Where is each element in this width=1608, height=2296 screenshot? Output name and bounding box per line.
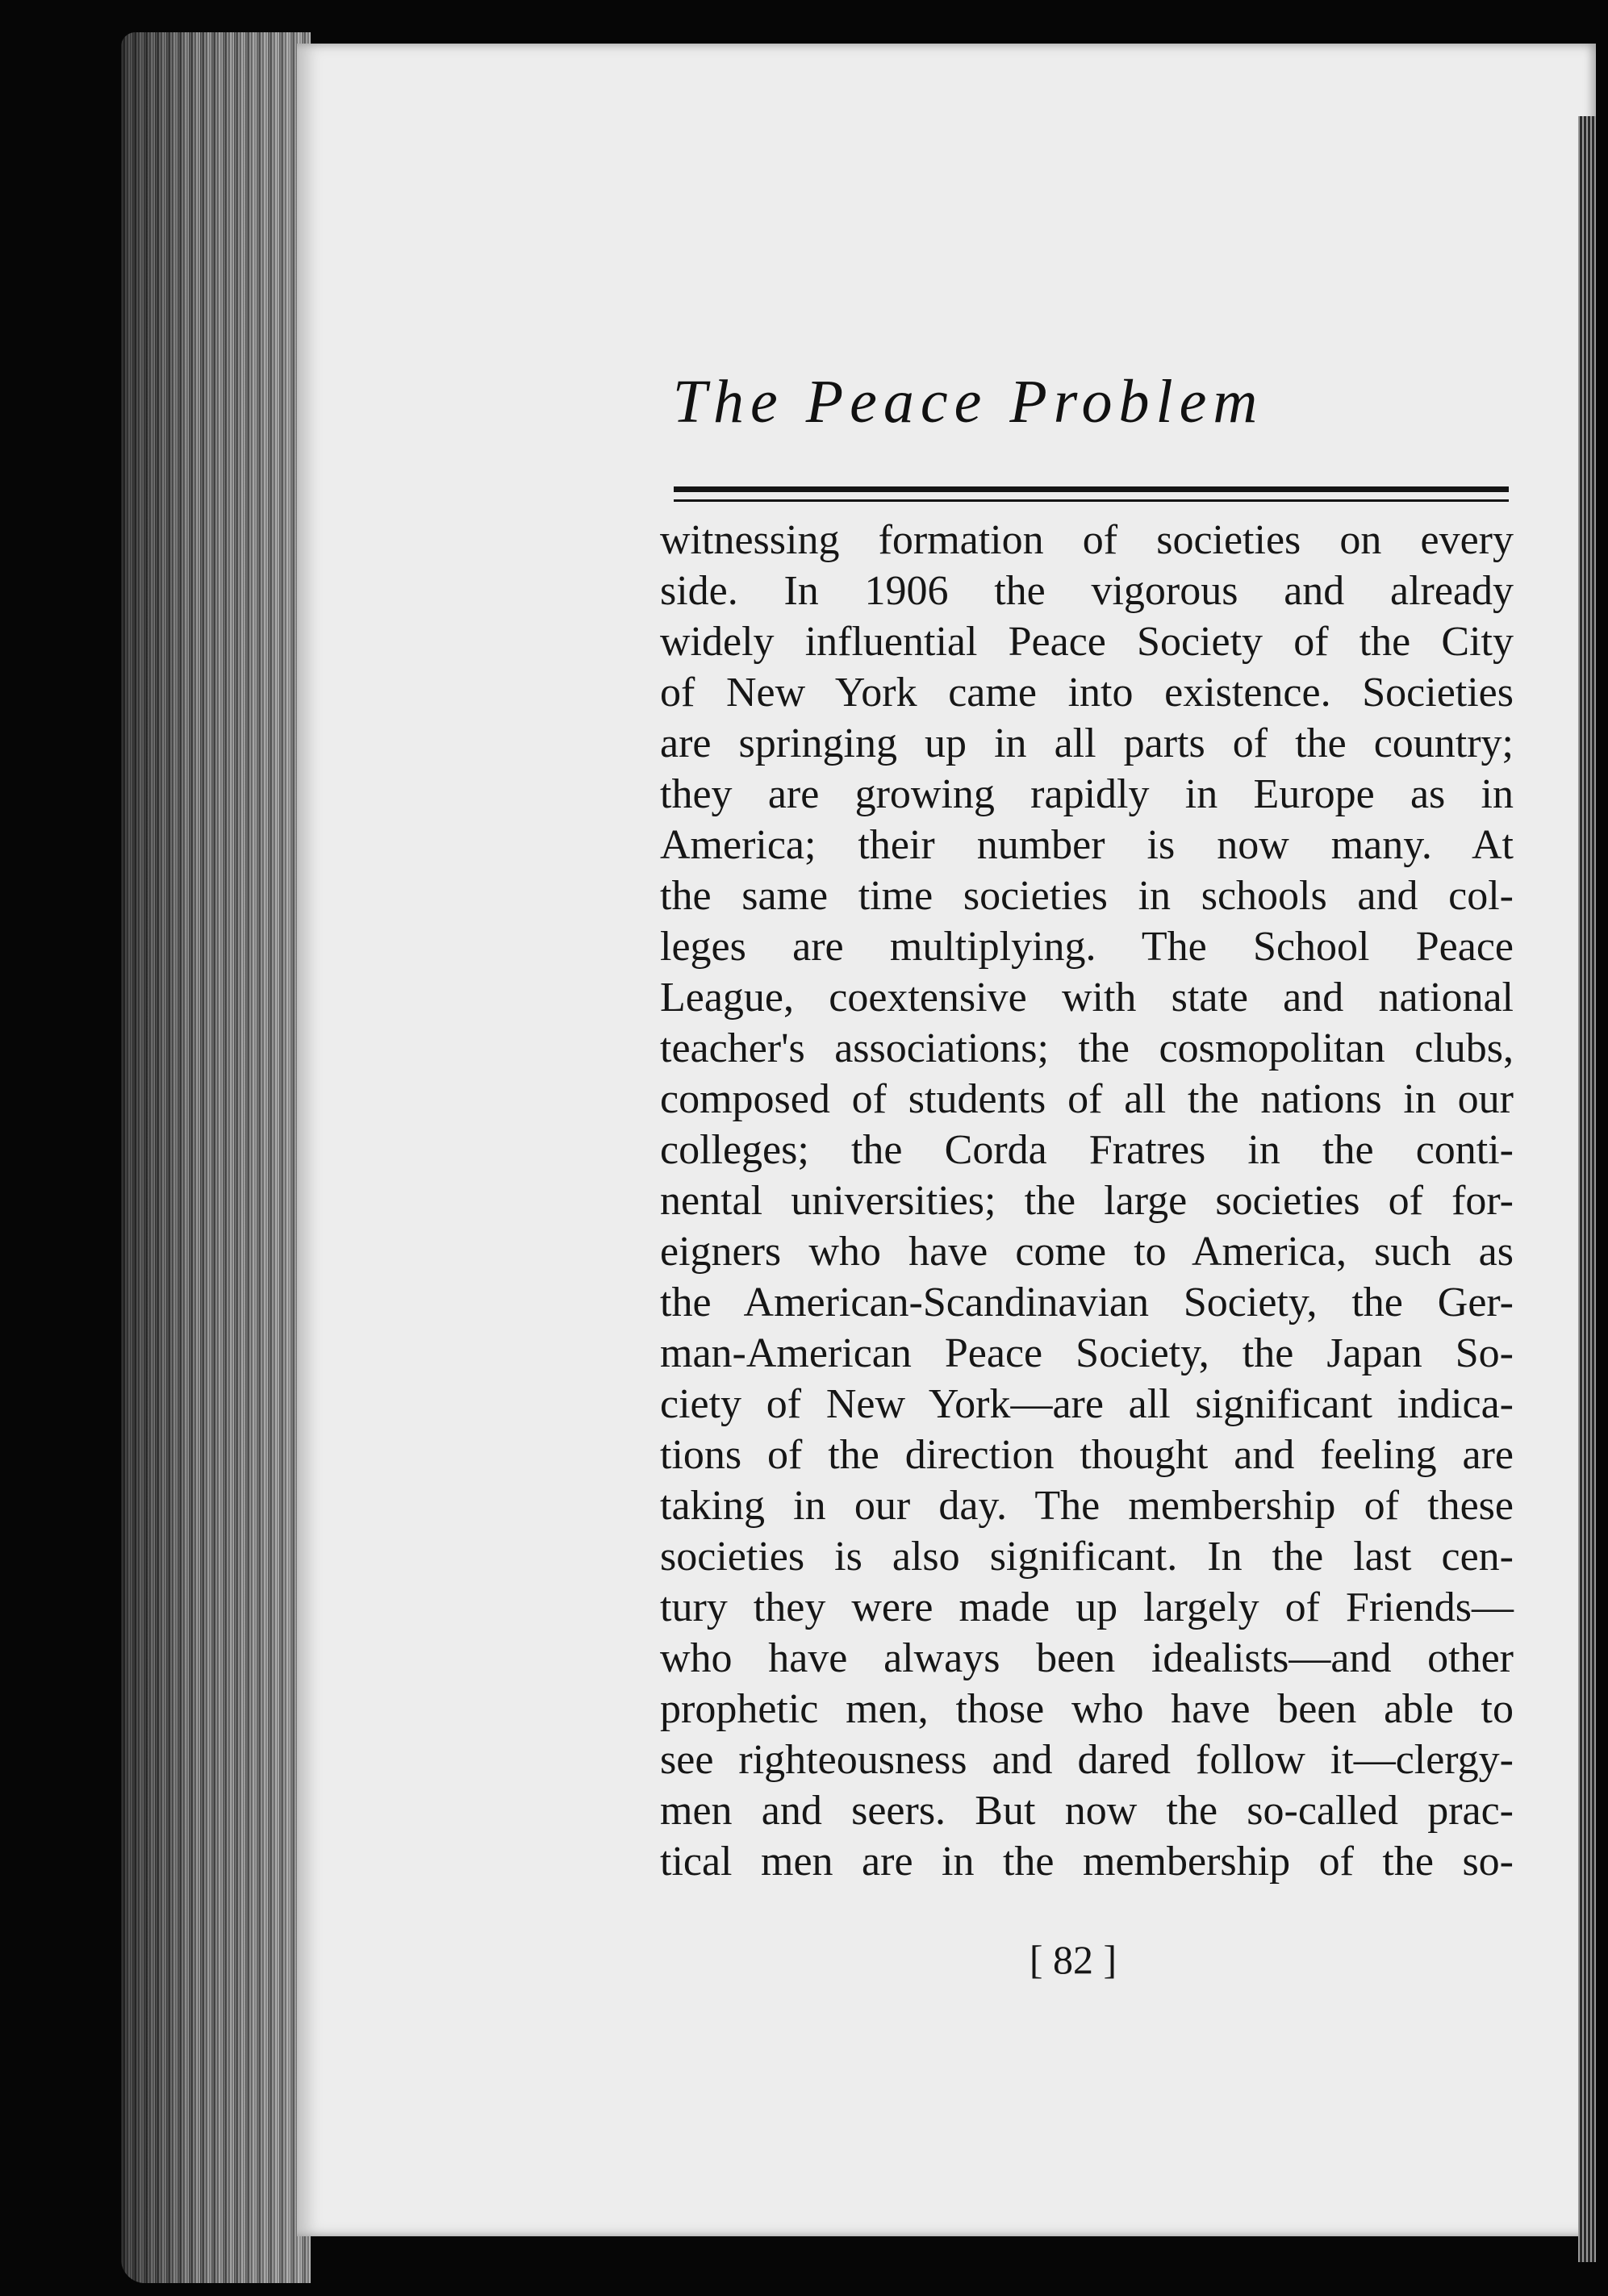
body-text xyxy=(660,515,1514,1887)
text-line: side. In 1906 the vigorous and already xyxy=(660,568,1514,614)
text-line: they are growing rapidly in Europe as in xyxy=(660,771,1514,817)
text-line: prophetic men, those who have been able to xyxy=(660,1686,1514,1732)
running-head: The Peace Problem xyxy=(672,368,1264,436)
text-line: are springing up in all parts of the country; xyxy=(660,720,1514,766)
text-line: teacher's associations; the cosmopolitan clubs, xyxy=(660,1025,1514,1071)
header-rule-thin xyxy=(674,499,1509,502)
text-line: the same time societies in schools and col- xyxy=(660,873,1514,919)
text-line: ciety of New York—are all significant indica- xyxy=(660,1381,1514,1427)
text-line: tury they were made up largely of Friends— xyxy=(660,1584,1514,1630)
text-line: man-American Peace Society, the Japan So- xyxy=(660,1330,1514,1376)
text-line: see righteousness and dared follow it—clergy- xyxy=(660,1737,1514,1783)
text-line: America; their number is now many. At xyxy=(660,822,1514,868)
text-line: witnessing formation of societies on every xyxy=(660,517,1514,563)
text-line: men and seers. But now the so-called prac- xyxy=(660,1788,1514,1834)
header-rule-thick xyxy=(674,486,1509,492)
text-line: the American-Scandinavian Society, the Ger- xyxy=(660,1279,1514,1325)
text-line: taking in our day. The membership of these xyxy=(660,1483,1514,1529)
text-line: composed of students of all the nations in our xyxy=(660,1076,1514,1122)
text-line: widely influential Peace Society of the City xyxy=(660,619,1514,665)
text-line: who have always been idealists—and other xyxy=(660,1635,1514,1681)
text-line: tions of the direction thought and feeling are xyxy=(660,1432,1514,1478)
book-page-edges xyxy=(121,32,311,2283)
page-number: [ 82 ] xyxy=(1029,1937,1117,1982)
text-line: colleges; the Corda Fratres in the conti- xyxy=(660,1127,1514,1173)
text-line: tical men are in the membership of the so- xyxy=(660,1839,1514,1885)
right-page-edge xyxy=(1578,116,1596,2262)
text-line: nental universities; the large societies of for- xyxy=(660,1178,1514,1224)
text-line: eigners who have come to America, such as xyxy=(660,1229,1514,1275)
text-line: leges are multiplying. The School Peace xyxy=(660,924,1514,970)
text-line: societies is also significant. In the last cen- xyxy=(660,1534,1514,1580)
text-line: of New York came into existence. Societies xyxy=(660,670,1514,716)
text-line: League, coextensive with state and national xyxy=(660,975,1514,1021)
